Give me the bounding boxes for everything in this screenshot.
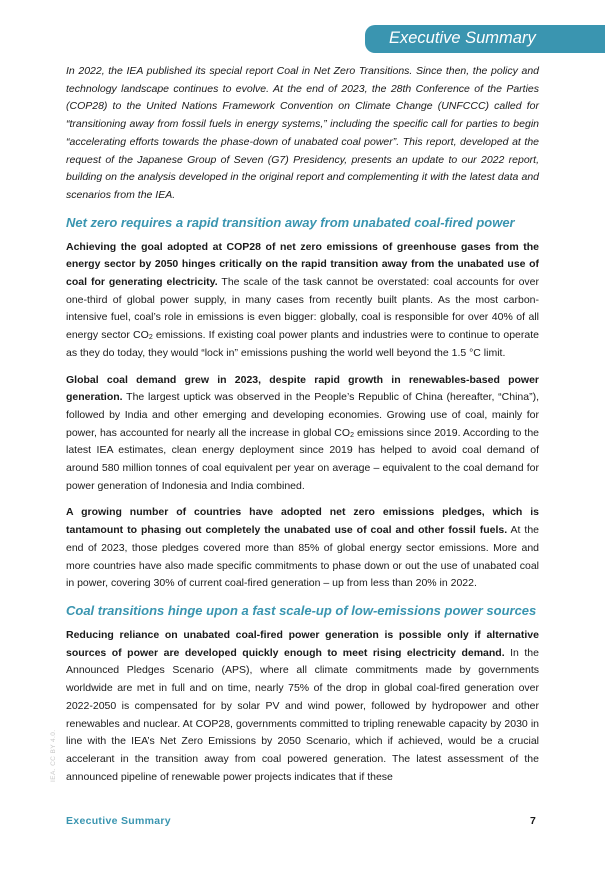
paragraph-lead: A growing number of countries have adopted net zero emissions pledges, which is tantamount to phasing out completely the unabated use of coal and other fossil fuels.	[66, 506, 539, 537]
subscript: 2	[350, 431, 354, 439]
subscript: 2	[148, 334, 153, 342]
paragraph-text: The largest uptick was observed in the People’s Republic of China (hereafter, “China”), followed by India and other emerging and developing economies. Growing use of coal, mainly for power, has accounted for nearly all the increase in global CO	[66, 391, 539, 439]
paragraph-text: At the end of 2023, those pledges covered more than 85% of global energy sector emissions. More and more countries have also made specific commitments to phase down or out the use of unabated coal in power, covering 30% of current coal-fired generation – up from less than 20% in 2022.	[66, 524, 539, 590]
section-heading-coal-transitions: Coal transitions hinge upon a fast scale-up of low-emissions power sources	[66, 602, 537, 618]
paragraph-text-cont: emissions. If existing coal power plants and industries were to continue to operate as they do today, they would “lock in” emissions pushing the world well beyond the 1.5 °C limit.	[66, 329, 539, 359]
section-header-label: Executive Summary	[389, 29, 536, 47]
paragraph-text: In the Announced Pledges Scenario (APS), where all climate commitments made by governments worldwide are met in full and on time, nearly 75% of the drop in global coal-fired generation over 2022-2050 is compensated for by solar PV and wind power, followed by hydropower and other renewables and nuclear. At COP28, governments committed to tripling renewable capacity by 2030 in line with the IEA’s Net Zero Emissions by 2050 Scenario, which if achieved, would be a crucial accelerant in the transition away from coal powered generation. The latest assessment of the announced pipeline of renewable power projects indicates that if these	[66, 646, 539, 783]
page-content	[66, 63, 539, 786]
paragraph-lead: Reducing reliance on unabated coal-fired power generation is possible only if alternative sources of power are developed quickly enough to meet rising electricity demand.	[66, 628, 539, 659]
section-header-tab	[365, 25, 605, 53]
paragraph-text: The scale of the task cannot be overstated: coal accounts for over one-third of global power supply, in many cases from recently built plants. As the most carbon-intensive fuel, coal’s role in emissions is even bigger: globally, coal is responsible for over 40% of all energy sector CO	[66, 276, 539, 342]
body-paragraph	[66, 627, 539, 786]
body-paragraph	[66, 239, 539, 363]
license-side-mark: IEA. CC BY 4.0.	[50, 729, 57, 782]
section-heading-net-zero: Net zero requires a rapid transition away from unabated coal-fired power	[66, 214, 515, 230]
intro-paragraph: In 2022, the IEA published its special report Coal in Net Zero Transitions. Since then, the policy and technology landscape continues to evolve. At the end of 2023, the 28th Conference of the Parties (COP28) to the United Nations Framework Convention on Climate Change (UNFCCC) called for “transitioning away from fossil fuels in energy systems,” including the specific call for parties to begin “accelerating efforts towards the phase-down of unabated coal power”. This report, developed at the request of the Japanese Group of Seven (G7) Presidency, presents an update to our 2022 report, building on the analysis developed in the original report and complementing it with the latest data and scenarios from the IEA.	[66, 65, 539, 201]
body-paragraph	[66, 504, 539, 593]
footer-section-label: Executive Summary	[66, 815, 171, 827]
page-number: 7	[530, 815, 536, 827]
paragraph-lead: Global coal demand grew in 2023, despite rapid growth in renewables-based power generation.	[66, 373, 539, 404]
paragraph-lead: Achieving the goal adopted at COP28 of net zero emissions of greenhouse gases from the energy sector by 2050 hinges critically on the rapid transition away from the unabated use of coal for generating electricity.	[66, 240, 539, 289]
paragraph-text-cont: emissions since 2019. According to the latest IEA estimates, clean energy deployment since 2019 has helped to avoid coal demand of around 580 million tonnes of coal equivalent per year on average – equivalent to the coal demand for power generation of Indonesia and India combined.	[66, 426, 539, 492]
body-paragraph	[66, 372, 539, 496]
